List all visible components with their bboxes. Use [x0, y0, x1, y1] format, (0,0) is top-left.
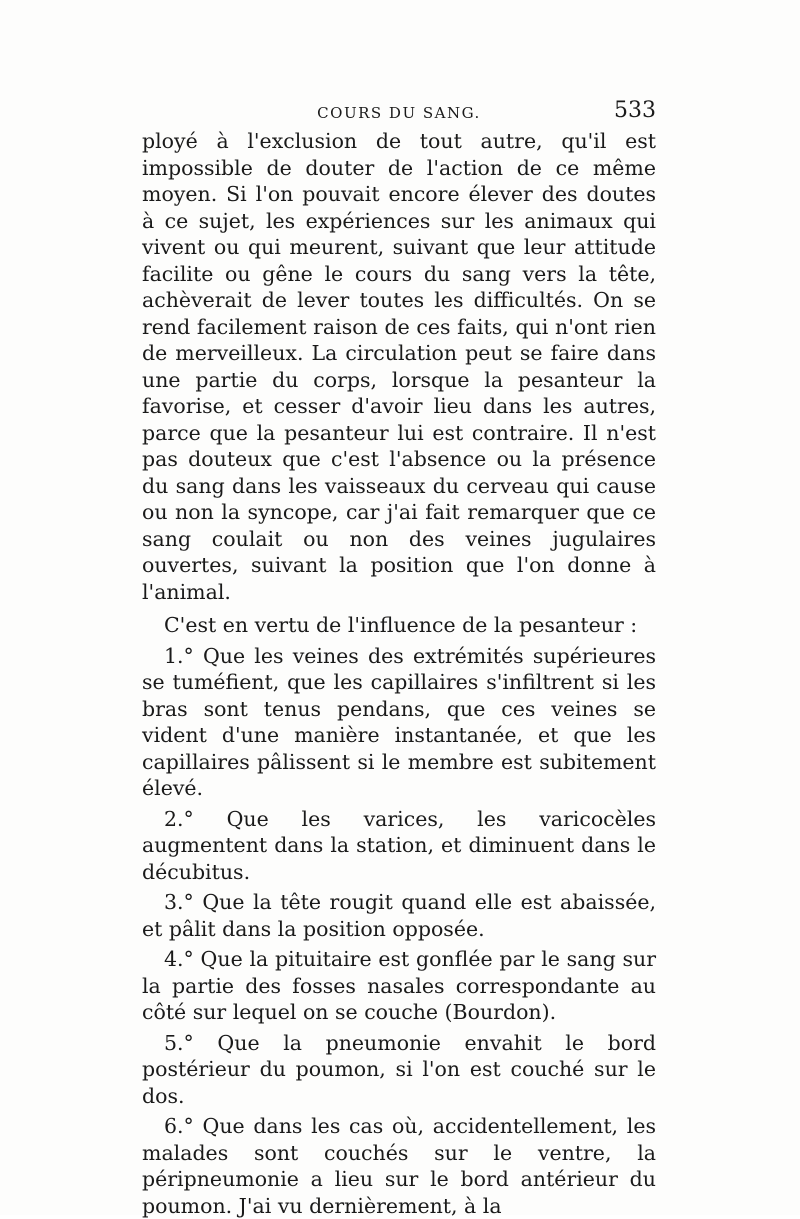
list-item-4: 4.° Que la pituitaire est gonflée par le sang sur la partie des fosses nasales correspondante au côté sur lequel on se couche (Bourdon). [142, 947, 656, 1024]
list-item-2: 2.° Que les varices, les varicocèles augmentent dans la station, et diminuent dans le décubitus. [142, 806, 656, 884]
paragraph-1: ployé à l'exclusion de tout autre, qu'il est impossible de douter de l'action de ce même moyen. Si l'on pouvait encore élever des doutes à ce sujet, les expériences sur les animaux qui vivent ou qui meurent, suivant que leur attitude facilite ou gêne le cours du sang vers la tête, achèverait de lever toutes les difficultés. On se rend facilement raison de ces faits, qui n'ont rien de merveilleux. La circulation peut se faire dans une partie du corps, lorsque la pesanteur la favorise, et cesser d'avoir lieu dans les autres, parce que la pesanteur lui est contraire. Il n'est pas douteux que c'est l'absence ou la présence du sang dans les vaisseaux du cerveau qui cause ou non la syncope, car j'ai fait remarquer que ce sang coulait ou non des veines jugulaires ouvertes, suivant la position que l'on donne à l'animal. [142, 129, 656, 604]
list-item-3: 3.° Que la tête rougit quand elle est abaissée, et pâlit dans la position opposée. [142, 890, 656, 941]
page-header [142, 98, 656, 128]
page-number: 533 [614, 98, 656, 123]
list-item-6: 6.° Que dans les cas où, accidentellement, les malades sont couchés sur le ventre, la péripneumonie a lieu sur le bord antérieur du poumon. J'ai vu dernièrement, à la [142, 1114, 656, 1218]
body-text [142, 128, 656, 1219]
paragraph-2: C'est en vertu de l'influence de la pesanteur : [164, 613, 638, 637]
list-item-1: 1.° Que les veines des extrémités supérieures se tuméfient, que les capillaires s'infiltrent si les bras sont tenus pendans, que ces veines se vident d'une manière instantanée, et que les capillaires pâlissent si le membre est subitement élevé. [142, 643, 656, 800]
list-item-5: 5.° Que la pneumonie envahit le bord postérieur du poumon, si l'on est couché sur le dos. [142, 1030, 656, 1108]
running-head: COURS DU SANG. [317, 104, 481, 122]
